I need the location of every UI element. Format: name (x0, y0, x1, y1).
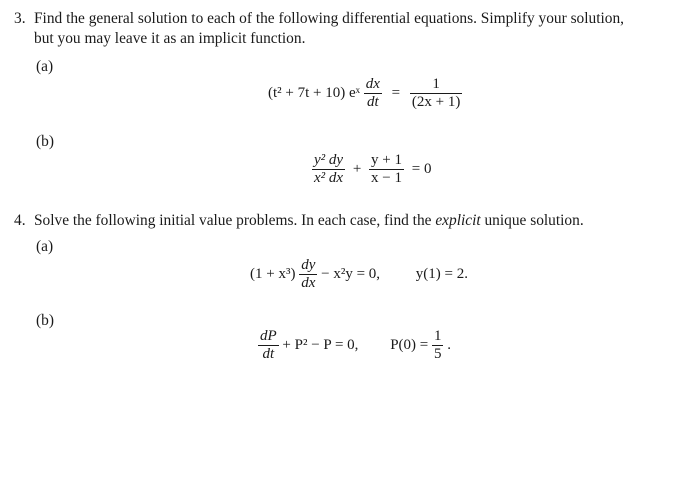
equation-3b-fraction-1 (312, 152, 345, 187)
question-3-text-line1: Find the general solution to each of the following differential equations. Simplify your solution, (34, 10, 625, 27)
equation-4b-condition-suffix: . (447, 337, 451, 353)
fraction-numerator: dx (365, 76, 380, 92)
fraction-denominator: dt (262, 346, 275, 362)
equation-4a-prefix: (1 + x³) (250, 266, 296, 282)
equation-4b-fraction (258, 328, 279, 363)
equals-sign: = (391, 85, 401, 101)
equation-4b-suffix: + P² − P = 0, (282, 337, 359, 353)
question-4-text-emphasis: explicit (435, 212, 481, 229)
fraction-denominator: dx (301, 275, 316, 291)
equation-4a-suffix: − x²y = 0, (321, 266, 381, 282)
question-3-part-b-label: (b) (36, 133, 54, 150)
fraction-numerator: y + 1 (371, 152, 402, 168)
question-3-part-a-label: (a) (36, 58, 54, 75)
fraction-numerator: dy (301, 257, 316, 273)
fraction-denominator: x − 1 (371, 170, 402, 186)
question-3-number: 3. (14, 10, 26, 27)
question-4-part-a-label: (a) (36, 238, 54, 255)
question-4-text-after: unique solution. (480, 212, 584, 229)
fraction-denominator: (2x + 1) (411, 94, 461, 110)
equation-3a-rhs-fraction (410, 76, 462, 111)
equation-3b-rhs: = 0 (411, 161, 432, 177)
fraction-denominator: 5 (433, 346, 442, 362)
equation-3a (268, 76, 462, 111)
fraction-numerator: 1 (433, 328, 442, 344)
question-4-text-before: Solve the following initial value problems. In each case, find the (34, 212, 436, 229)
question-4-text (34, 211, 584, 231)
fraction-numerator: dP (260, 328, 277, 344)
equation-3a-lhs-fraction (364, 76, 382, 111)
fraction-numerator: y² dy (314, 152, 344, 168)
equation-4a (250, 257, 468, 292)
equation-3a-lhs: (t² + 7t + 10) eˣ (268, 85, 360, 101)
equation-4b-condition-fraction (432, 328, 444, 363)
fraction-numerator: 1 (410, 76, 462, 94)
equation-4b (258, 328, 451, 363)
question-4-part-b-label: (b) (36, 312, 54, 329)
equation-3b (312, 152, 431, 187)
equation-4b-condition-prefix: P(0) = (390, 337, 429, 353)
fraction-denominator: x² dx (314, 170, 344, 186)
question-3-text-line2: but you may leave it as an implicit function. (34, 30, 306, 47)
equation-4a-fraction (299, 257, 317, 292)
equation-3b-fraction-2 (369, 152, 404, 187)
question-4-number: 4. (14, 212, 26, 229)
fraction-denominator: dt (367, 94, 379, 110)
equation-4a-condition: y(1) = 2. (415, 266, 468, 282)
plus-sign: + (352, 161, 362, 177)
